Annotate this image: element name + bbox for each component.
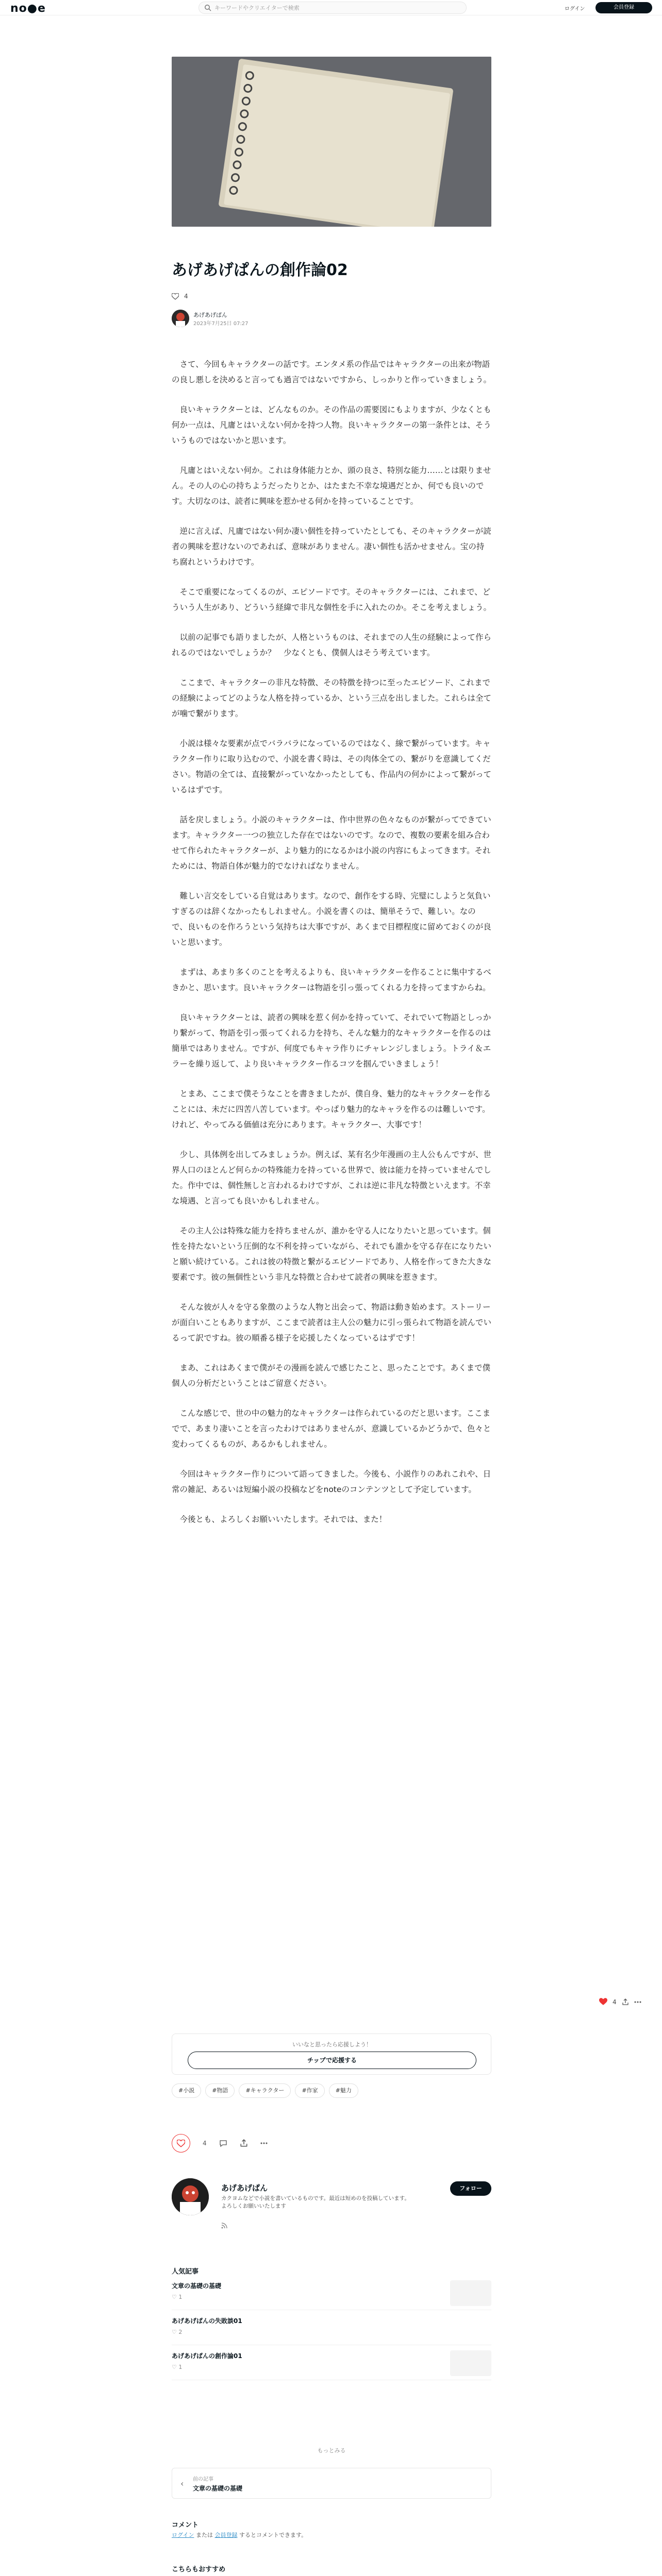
more-icon[interactable] bbox=[634, 2001, 641, 2003]
popular-item[interactable] bbox=[172, 2311, 491, 2345]
like-count: 4 bbox=[184, 293, 188, 300]
popular-item-likes: ♡ 2 bbox=[172, 2329, 183, 2335]
paragraph: とまあ、ここまで僕そうなことを書きましたが、僕自身、魅力的なキャラクターを作ることには、未だに四苦八苦しています。やっぱり魅力的なキャラを作るのは難しいです。けれど、やってみる価値は充分にあります。キャラクター、大事です！ bbox=[172, 1089, 491, 1129]
previous-article-link[interactable] bbox=[172, 2468, 491, 2499]
paragraph: 話を戻しましょう。小説のキャラクターは、作中世界の色々なものが繋がってできています。キャラクター一つの独立した存在ではないのです。なので、複数の要素を組み合わせて作られたキャラクターが、より魅力的になるかは小説の内容にもよってきます。それためには、物語自体が魅力的でなければなりません。 bbox=[172, 815, 491, 871]
popular-item-title[interactable]: あげあげぱんの創作論01 bbox=[172, 2352, 242, 2360]
creator-name[interactable]: あげあげぱん bbox=[221, 2183, 268, 2193]
popular-heading: 人気記事 bbox=[172, 2268, 199, 2276]
prev-title: 文章の基礎の基礎 bbox=[193, 2485, 243, 2492]
tip-label: いいなと思ったら応援しよう！ bbox=[292, 2041, 372, 2048]
author-name[interactable]: あげあげぱん bbox=[193, 312, 227, 318]
more-link[interactable]: もっとみる bbox=[317, 2447, 346, 2454]
popular-item-thumbnail[interactable] bbox=[450, 2280, 491, 2306]
hashtag[interactable]: #魅力 bbox=[329, 2083, 358, 2098]
rss-icon[interactable] bbox=[221, 2223, 227, 2229]
action-like-count: 4 bbox=[203, 2140, 207, 2147]
paragraph: 以前の記事でも語りましたが、人格というものは、それまでの人生の経験によって作られるのではないでしょうか？ 少なくとも、僕個人はそう考えています。 bbox=[172, 633, 492, 657]
tip-button-label: チップで応援する bbox=[307, 2057, 357, 2064]
article-like-summary bbox=[172, 293, 188, 300]
follow-button[interactable]: フォロー bbox=[450, 2181, 491, 2196]
hashtag[interactable]: #キャラクター bbox=[239, 2083, 291, 2098]
article-title: あげあげぱんの創作論02 bbox=[172, 261, 348, 279]
comment-signup-link[interactable]: 会員登録 bbox=[214, 2532, 238, 2538]
more-icon[interactable] bbox=[260, 2142, 268, 2144]
side-like-widget[interactable] bbox=[599, 1998, 641, 2006]
tip-box bbox=[172, 2033, 491, 2075]
comment-login-link[interactable]: ログイン bbox=[172, 2532, 194, 2538]
popular-item[interactable] bbox=[172, 2276, 491, 2310]
paragraph: まずは、あまり多くのことを考えるよりも、良いキャラクターを作ることに集中するべきかと、思います。良いキャラクターは物語を引っ張ってくれる力を持ってますからね。 bbox=[172, 968, 491, 992]
eyecatch-image bbox=[172, 57, 491, 227]
creator-card bbox=[172, 2178, 491, 2235]
heart-icon bbox=[177, 2140, 185, 2147]
comment-icon[interactable] bbox=[219, 2139, 227, 2147]
paragraph: 少し、具体例を出してみましょうか。例えば、某有名少年漫画の主人公もんですが、世界人口のほとんど何らかの特殊能力を持っている世界で、彼は能力を持っていませんでした。作中では、個性無しと言われるわけですが、これは逆に非凡な特徴といえます。不幸な境遇、と言っても良いかもしれません。 bbox=[172, 1150, 492, 1206]
creator-avatar[interactable] bbox=[172, 2178, 209, 2215]
article-actions bbox=[172, 2134, 268, 2153]
paragraph: 今回はキャラクター作りについて語ってきました。今後も、小説作りのあれこれや、日常の雑記、あるいは短編小説の投稿などをnoteのコンテンツとして予定しています。 bbox=[172, 1469, 491, 1494]
publish-date: 2023年7月25日 07:27 bbox=[193, 321, 249, 327]
paragraph: こんな感じで、世の中の魅力的なキャラクターは作られているのだと思います。ここまでで、あまり凄いことを言ったわけではありませんが、意識しているかどうかで、色々と変わってくるものが、あるかもしれません。 bbox=[172, 1409, 491, 1449]
login-link[interactable]: ログイン bbox=[565, 6, 585, 12]
hashtag[interactable]: #小説 bbox=[172, 2083, 201, 2098]
share-icon[interactable] bbox=[240, 2139, 248, 2147]
paragraph: 凡庸とはいえない何か。これは身体能力とか、頭の良さ、特別な能力……とは限りません。その人の心の持ちようだったりとか、はたまた不幸な境遇だとか、何でも良いのです。大切なのは、読者に興味を惹かせる何かを持っていることです。 bbox=[172, 466, 491, 506]
signup-button[interactable]: 会員登録 bbox=[595, 2, 652, 13]
paragraph: 良いキャラクターとは、どんなものか。その作品の需要図にもよりますが、少なくとも何か一点は、凡庸とはいえない何かを持つ人物。良いキャラクターの第一条件とは、そういうものではないかと思います。 bbox=[172, 405, 491, 445]
popular-item-likes: ♡ 1 bbox=[172, 2294, 183, 2300]
paragraph: 難しい言交をしている自覚はあります。なので、創作をする時、完璧にしようと気負いすぎるのは辞くなかったもしれません。小説を書くのは、簡単そうで、難しい。なので、良いものを作ろうという気持ちは大事ですが、あくまで目標程度に留めておくのが良いと思います。 bbox=[172, 891, 491, 947]
hashtag[interactable]: #物語 bbox=[205, 2083, 235, 2098]
paragraph: 良いキャラクターとは、読者の興味を惹く何かを持っていて、それでいて物語としっかり繋がって、物語を引っ張ってくれる力を持ち、そんな魅力的なキャラクターを作るのは簡単ではありません。ですが、何度でもキャラ作りにチャレンジしましょう。トライ＆エラーを繰り返して、より良いキャラクター作るコツを掴んでいきましょう！ bbox=[172, 1013, 491, 1069]
popular-item[interactable] bbox=[172, 2346, 491, 2380]
like-button[interactable] bbox=[172, 2134, 190, 2153]
popular-item-thumbnail[interactable] bbox=[450, 2350, 491, 2376]
paragraph: そんな彼が人々を守る象徴のような人物と出会って、物語は動き始めます。ストーリーが面白いこともありますが、ここまで読者は主人公の魅力に引っ張られて物語を読んでいるって訳ですね。彼の順番る様子を応援したくなっているはずです！ bbox=[172, 1302, 492, 1343]
paragraph: ここまで、キャラクターの非凡な特徴、その特徴を持つに至ったエピソード、これまでの経験によってどのような人格を持っているか、という三点を出しました。これらは全てが噛で繋がります。 bbox=[172, 678, 492, 718]
paragraph: さて、今回もキャラクターの話です。エンタメ系の作品ではキャラクターの出来が物語の良し悪しを決めると言っても過言ではないですから、しっかりと作っていきましょう。 bbox=[172, 360, 492, 384]
paragraph: その主人公は特殊な能力を持ちませんが、誰かを守る人になりたいと思っています。個性を持たないという圧倒的な不利を持っていながら、それでも誰かを守る存在になりたいと願い続けている。これは彼の特徴と繋がるエピソードであり、人格を作ってきた大きな要素です。彼の無個性という非凡な特徴と合わせて読者の興味を惹きます。 bbox=[172, 1226, 492, 1282]
recommend-heading: こちらもおすすめ bbox=[172, 2566, 226, 2573]
popular-item-title[interactable]: あげあげぱんの失敗談01 bbox=[172, 2317, 242, 2325]
share-icon[interactable] bbox=[622, 1998, 629, 2006]
paragraph: そこで重要になってくるのが、エピソードです。そのキャラクターには、これまで、どういう人生があり、どういう経緯で非凡な個性を手に入れたのか。そこを考えましょう。 bbox=[172, 587, 492, 612]
comments-heading: コメント bbox=[172, 2521, 199, 2529]
prev-label: 前の記事 bbox=[193, 2477, 213, 2482]
search-icon bbox=[204, 4, 211, 11]
avatar[interactable] bbox=[172, 310, 189, 327]
paragraph: 今後とも、よろしくお願いいたします。それでは、また！ bbox=[172, 1515, 387, 1524]
creator-bio: カクヨムなどで小説を書いているものです。最近は短めのを投稿しています。 よろしくお願いいたします bbox=[221, 2195, 410, 2209]
search-box[interactable] bbox=[198, 2, 467, 14]
note-logo[interactable]: no●e bbox=[10, 2, 46, 15]
paragraph: 小説は様々な要素が点でバラバラになっているのではなく、線で繋がっています。キャラクター作りに取り込むので、小説を書く時は、その肉体全ての、繋がりを意識してください。物語の全ては、直接繋がっていなかったとしても、作品内の何かによって繋がっているはずです。 bbox=[172, 739, 492, 794]
paragraph: 逆に言えば、凡庸ではない何か凄い個性を持っていたとしても、そのキャラクターが読者の興味を惹けないのであれば、意味がありません。凄い個性も活かせません。宝の持ち腐れというわけです。 bbox=[172, 527, 491, 567]
popular-item-title[interactable]: 文章の基礎の基礎 bbox=[172, 2282, 222, 2290]
search-input[interactable] bbox=[214, 4, 457, 12]
tip-button[interactable] bbox=[188, 2052, 476, 2069]
article-body bbox=[172, 357, 491, 1541]
chevron-left-icon: ‹ bbox=[180, 2479, 184, 2488]
heart-icon[interactable] bbox=[599, 1998, 607, 2006]
hashtag[interactable]: #作家 bbox=[295, 2083, 324, 2098]
paragraph: まあ、これはあくまで僕がその漫画を読んで感じたこと、思ったことです。あくまで僕個人の分析だということはご留意ください。 bbox=[172, 1363, 491, 1388]
side-like-count: 4 bbox=[613, 1998, 617, 2006]
site-header bbox=[0, 0, 662, 15]
heart-icon[interactable] bbox=[172, 293, 179, 300]
popular-item-likes: ♡ 1 bbox=[172, 2364, 183, 2370]
comments-note: ログイン または 会員登録 するとコメントできます。 bbox=[172, 2532, 307, 2538]
tag-list bbox=[172, 2083, 358, 2098]
